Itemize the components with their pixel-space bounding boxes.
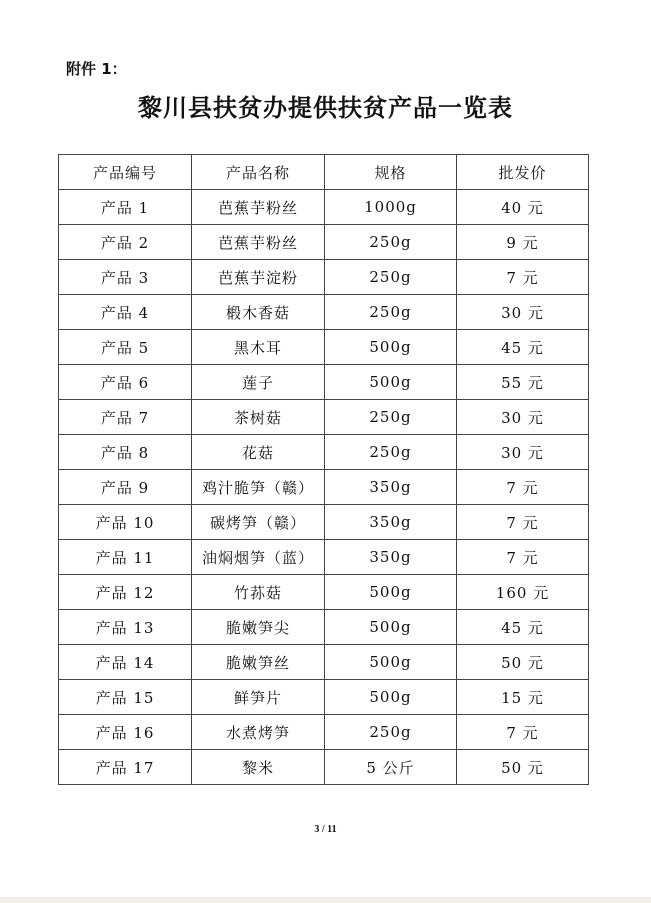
table-row	[59, 365, 589, 400]
table-header-row	[59, 155, 589, 190]
cell-wholesale-price: 50 元	[457, 750, 589, 785]
cell-product-id: 产品 6	[59, 365, 192, 400]
cell-wholesale-price: 50 元	[457, 645, 589, 680]
cell-wholesale-price: 7 元	[457, 540, 589, 575]
cell-product-name: 芭蕉芋淀粉	[192, 260, 325, 295]
cell-spec: 250g	[325, 295, 457, 330]
header-product-name: 产品名称	[192, 155, 325, 190]
table-row	[59, 260, 589, 295]
cell-spec: 250g	[325, 435, 457, 470]
cell-product-name: 茶树菇	[192, 400, 325, 435]
cell-spec: 500g	[325, 575, 457, 610]
cell-wholesale-price: 45 元	[457, 330, 589, 365]
cell-product-id: 产品 17	[59, 750, 192, 785]
cell-product-id: 产品 15	[59, 680, 192, 715]
attachment-label: 附件 1：	[66, 60, 127, 78]
table-row	[59, 750, 589, 785]
cell-product-id: 产品 5	[59, 330, 192, 365]
cell-product-id: 产品 12	[59, 575, 192, 610]
cell-wholesale-price: 7 元	[457, 470, 589, 505]
cell-product-name: 鲜笋片	[192, 680, 325, 715]
cell-wholesale-price: 30 元	[457, 400, 589, 435]
cell-product-name: 水煮烤笋	[192, 715, 325, 750]
cell-product-id: 产品 16	[59, 715, 192, 750]
cell-product-name: 油焖烟笋（蓝）	[192, 540, 325, 575]
table-row	[59, 295, 589, 330]
cell-wholesale-price: 40 元	[457, 190, 589, 225]
cell-product-id: 产品 2	[59, 225, 192, 260]
cell-wholesale-price: 45 元	[457, 610, 589, 645]
cell-product-id: 产品 10	[59, 505, 192, 540]
cell-product-name: 芭蕉芋粉丝	[192, 190, 325, 225]
cell-product-id: 产品 7	[59, 400, 192, 435]
cell-product-id: 产品 13	[59, 610, 192, 645]
cell-spec: 350g	[325, 540, 457, 575]
page-title: 黎川县扶贫办提供扶贫产品一览表	[138, 94, 513, 122]
table-row	[59, 435, 589, 470]
table-row	[59, 645, 589, 680]
header-wholesale-price: 批发价	[457, 155, 589, 190]
cell-spec: 350g	[325, 470, 457, 505]
table-row	[59, 715, 589, 750]
cell-spec: 500g	[325, 680, 457, 715]
cell-product-name: 椴木香菇	[192, 295, 325, 330]
table-row	[59, 610, 589, 645]
cell-spec: 500g	[325, 610, 457, 645]
header-spec: 规格	[325, 155, 457, 190]
cell-spec: 500g	[325, 645, 457, 680]
cell-spec: 250g	[325, 400, 457, 435]
cell-product-name: 花菇	[192, 435, 325, 470]
cell-product-id: 产品 1	[59, 190, 192, 225]
cell-product-name: 莲子	[192, 365, 325, 400]
cell-wholesale-price: 30 元	[457, 435, 589, 470]
cell-spec: 500g	[325, 365, 457, 400]
table-row	[59, 400, 589, 435]
cell-product-id: 产品 14	[59, 645, 192, 680]
cell-spec: 250g	[325, 260, 457, 295]
cell-wholesale-price: 30 元	[457, 295, 589, 330]
cell-product-id: 产品 11	[59, 540, 192, 575]
cell-wholesale-price: 9 元	[457, 225, 589, 260]
table-row	[59, 470, 589, 505]
cell-product-name: 黎米	[192, 750, 325, 785]
cell-spec: 1000g	[325, 190, 457, 225]
cell-wholesale-price: 160 元	[457, 575, 589, 610]
cell-spec: 500g	[325, 330, 457, 365]
cell-wholesale-price: 7 元	[457, 260, 589, 295]
cell-product-name: 芭蕉芋粉丝	[192, 225, 325, 260]
cell-product-name: 鸡汁脆笋（赣）	[192, 470, 325, 505]
cell-product-id: 产品 4	[59, 295, 192, 330]
cell-product-id: 产品 8	[59, 435, 192, 470]
table-row	[59, 680, 589, 715]
cell-spec: 5 公斤	[325, 750, 457, 785]
cell-wholesale-price: 15 元	[457, 680, 589, 715]
table-row	[59, 575, 589, 610]
cell-wholesale-price: 55 元	[457, 365, 589, 400]
cell-product-name: 脆嫩笋丝	[192, 645, 325, 680]
header-product-id: 产品编号	[59, 155, 192, 190]
table-row	[59, 330, 589, 365]
cell-product-id: 产品 3	[59, 260, 192, 295]
product-table	[58, 154, 589, 785]
cell-product-name: 黑木耳	[192, 330, 325, 365]
cell-wholesale-price: 7 元	[457, 505, 589, 540]
table-row	[59, 190, 589, 225]
table-row	[59, 225, 589, 260]
cell-spec: 350g	[325, 505, 457, 540]
table-body	[59, 190, 589, 785]
cell-product-id: 产品 9	[59, 470, 192, 505]
page-bottom-edge	[0, 897, 651, 903]
cell-spec: 250g	[325, 715, 457, 750]
table-row	[59, 540, 589, 575]
page-number: 3 / 11	[314, 824, 337, 835]
cell-wholesale-price: 7 元	[457, 715, 589, 750]
cell-product-name: 脆嫩笋尖	[192, 610, 325, 645]
cell-product-name: 碳烤笋（赣）	[192, 505, 325, 540]
cell-product-name: 竹荪菇	[192, 575, 325, 610]
cell-spec: 250g	[325, 225, 457, 260]
table-row	[59, 505, 589, 540]
